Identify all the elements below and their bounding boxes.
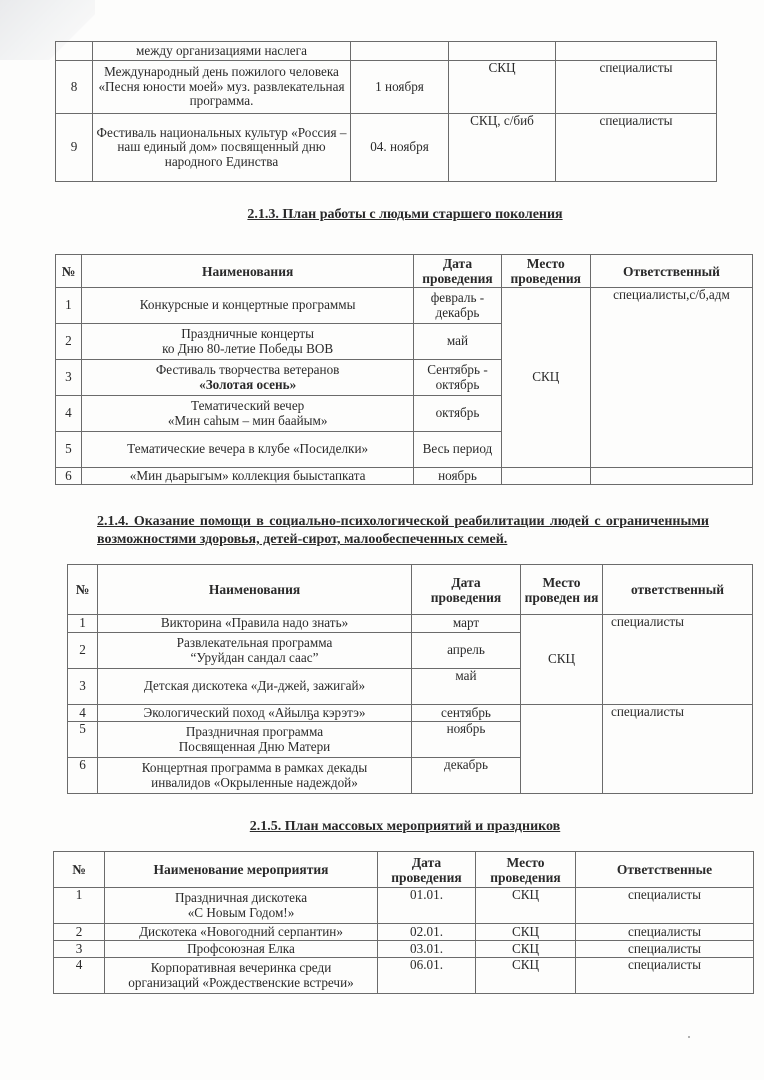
cell-num: 1 — [56, 288, 82, 324]
name-line: «С Новым Годом!» — [187, 904, 295, 920]
section-heading-2-1-5: 2.1.5. План массовых мероприятий и праздников — [249, 819, 561, 834]
table-header-row — [68, 565, 753, 615]
cell-num: 6 — [56, 468, 82, 485]
table-row — [54, 958, 754, 994]
name-line: Праздничные концерты — [181, 326, 315, 341]
name-line: “Уруйдан сандал саас” — [190, 649, 319, 665]
cell-name: «Мин дьарыгым» коллекция быыстапката — [81, 468, 413, 485]
cell-name: Профсоюзная Елка — [105, 941, 378, 958]
table-row — [56, 468, 753, 485]
cell-place — [449, 42, 556, 61]
cell-num: 2 — [54, 924, 105, 941]
table-header-row — [54, 852, 754, 888]
cell-date: май — [414, 324, 501, 360]
cell-num: 4 — [68, 705, 98, 722]
cell-place: СКЦ — [476, 958, 576, 994]
cell-date: 06.01. — [378, 958, 476, 994]
cell-name: Международный день пожилого человека «Песня юности моей» муз. развлекательная программа. — [93, 61, 351, 114]
header-date: Дата проведения — [378, 852, 476, 888]
cell-date: Весь период — [414, 432, 501, 468]
cell-resp: специалисты — [576, 924, 754, 941]
cell-num: 4 — [54, 958, 105, 994]
cell-name: между организациями наслега — [93, 42, 351, 61]
cell-place — [501, 468, 590, 485]
table-continuation — [55, 41, 717, 182]
name-line: Корпоративная вечеринка среди — [150, 960, 332, 975]
cell-date: 04. ноября — [351, 114, 449, 182]
table-row — [54, 924, 754, 941]
cell-num: 2 — [56, 324, 82, 360]
cell-name: Детская дискотека «Ди-джей, зажигай» — [98, 669, 412, 705]
cell-num: 5 — [56, 432, 82, 468]
header-name: Наименования — [81, 255, 413, 288]
cell-date: Сентябрь - октябрь — [414, 360, 501, 396]
scan-speck — [688, 1036, 690, 1038]
header-num: № — [68, 565, 98, 615]
cell-place: СКЦ — [449, 61, 556, 114]
cell-place-merged: СКЦ — [521, 615, 603, 705]
name-line: Праздничная программа — [185, 724, 324, 739]
cell-num: 2 — [68, 633, 98, 669]
cell-date: 02.01. — [378, 924, 476, 941]
cell-place: СКЦ, с/биб — [449, 114, 556, 182]
cell-date: апрель — [412, 633, 521, 669]
name-line-bold: «Золотая осень» — [199, 376, 297, 392]
table-row — [68, 705, 753, 722]
header-resp: Ответственный — [590, 255, 752, 288]
cell-name — [98, 633, 412, 669]
table-row — [56, 288, 753, 324]
table-header-row — [56, 255, 753, 288]
cell-num: 6 — [68, 758, 98, 794]
header-date: Дата проведения — [412, 565, 521, 615]
table-row — [68, 615, 753, 633]
table-row — [56, 61, 717, 114]
header-place: Место проведения — [476, 852, 576, 888]
cell-date: март — [412, 615, 521, 633]
cell-name: Экологический поход «Айылҕа кэрэтэ» — [98, 705, 412, 722]
cell-num — [56, 42, 93, 61]
name-line: организаций «Рождественские встречи» — [128, 974, 354, 990]
cell-resp: специалисты — [576, 888, 754, 924]
cell-date: 01.01. — [378, 888, 476, 924]
cell-num: 1 — [68, 615, 98, 633]
cell-num: 3 — [56, 360, 82, 396]
cell-date: февраль - декабрь — [414, 288, 501, 324]
table-row — [56, 42, 717, 61]
cell-place: СКЦ — [476, 941, 576, 958]
header-num: № — [54, 852, 105, 888]
cell-place-merged: СКЦ — [501, 288, 590, 468]
header-num: № — [56, 255, 82, 288]
cell-name: Тематические вечера в клубе «Посиделки» — [81, 432, 413, 468]
cell-name — [81, 360, 413, 396]
header-name: Наименования — [98, 565, 412, 615]
table-row — [56, 114, 717, 182]
table-row — [54, 888, 754, 924]
cell-num: 4 — [56, 396, 82, 432]
cell-resp-merged: специалисты,с/б,адм — [590, 288, 752, 468]
cell-resp — [556, 42, 717, 61]
cell-name: Фестиваль национальных культур «Россия – наш единый дом» посвященный дню народного Единства — [93, 114, 351, 182]
cell-name — [81, 396, 413, 432]
cell-name — [81, 324, 413, 360]
name-line: Посвященная Дню Матери — [178, 738, 331, 754]
cell-num: 3 — [68, 669, 98, 705]
cell-name: Викторина «Правила надо знать» — [98, 615, 412, 633]
cell-resp: специалисты — [556, 114, 717, 182]
cell-place: СКЦ — [476, 888, 576, 924]
header-place: Место проведен ия — [521, 565, 603, 615]
section-heading-2-1-4: 2.1.4. Оказание помощи в социально-психологической реабилитации людей с ограниченными возможностями здоровья, детей-сирот, малообеспеченных семей. — [97, 514, 709, 547]
cell-date: 03.01. — [378, 941, 476, 958]
cell-num: 1 — [54, 888, 105, 924]
table-senior-generation — [55, 254, 753, 485]
cell-num: 9 — [56, 114, 93, 182]
cell-name: Дискотека «Новогодний серпантин» — [105, 924, 378, 941]
name-line: Праздничная дискотека — [174, 890, 308, 905]
cell-num: 8 — [56, 61, 93, 114]
cell-date: сентябрь — [412, 705, 521, 722]
section-heading-2-1-3: 2.1.3. План работы с людьми старшего поколения — [247, 207, 563, 222]
cell-date: ноябрь — [414, 468, 501, 485]
cell-resp: специалисты — [556, 61, 717, 114]
cell-date: май — [412, 669, 521, 705]
cell-num: 3 — [54, 941, 105, 958]
cell-date: октябрь — [414, 396, 501, 432]
cell-resp: специалисты — [576, 941, 754, 958]
cell-name — [98, 758, 412, 794]
header-date: Дата проведения — [414, 255, 501, 288]
cell-name — [105, 888, 378, 924]
name-line: Фестиваль творчества ветеранов — [155, 362, 340, 377]
name-line: Концертная программа в рамках декады — [141, 760, 368, 775]
table-rehabilitation — [67, 564, 753, 794]
name-line: «Мин саһым – мин баайым» — [167, 412, 328, 428]
name-line: Тематический вечер — [191, 398, 305, 413]
table-mass-events — [53, 851, 754, 994]
header-place: Место проведения — [501, 255, 590, 288]
table-row — [54, 941, 754, 958]
cell-resp: специалисты — [576, 958, 754, 994]
cell-place-merged — [521, 705, 603, 794]
cell-name — [105, 958, 378, 994]
cell-date: ноябрь — [412, 722, 521, 758]
cell-date: 1 ноября — [351, 61, 449, 114]
header-name: Наименование мероприятия — [105, 852, 378, 888]
cell-resp-merged: специалисты — [603, 705, 753, 794]
cell-num: 5 — [68, 722, 98, 758]
cell-place: СКЦ — [476, 924, 576, 941]
name-line: инвалидов «Окрыленные надеждой» — [151, 774, 358, 790]
header-resp: Ответственные — [576, 852, 754, 888]
cell-name: Конкурсные и концертные программы — [81, 288, 413, 324]
cell-date: декабрь — [412, 758, 521, 794]
header-resp: ответственный — [603, 565, 753, 615]
cell-name — [98, 722, 412, 758]
name-line: ко Дню 80-летие Победы ВОВ — [162, 340, 334, 356]
name-line: Развлекательная программа — [176, 635, 333, 650]
cell-date — [351, 42, 449, 61]
cell-resp-merged: специалисты — [603, 615, 753, 705]
cell-resp — [590, 468, 752, 485]
